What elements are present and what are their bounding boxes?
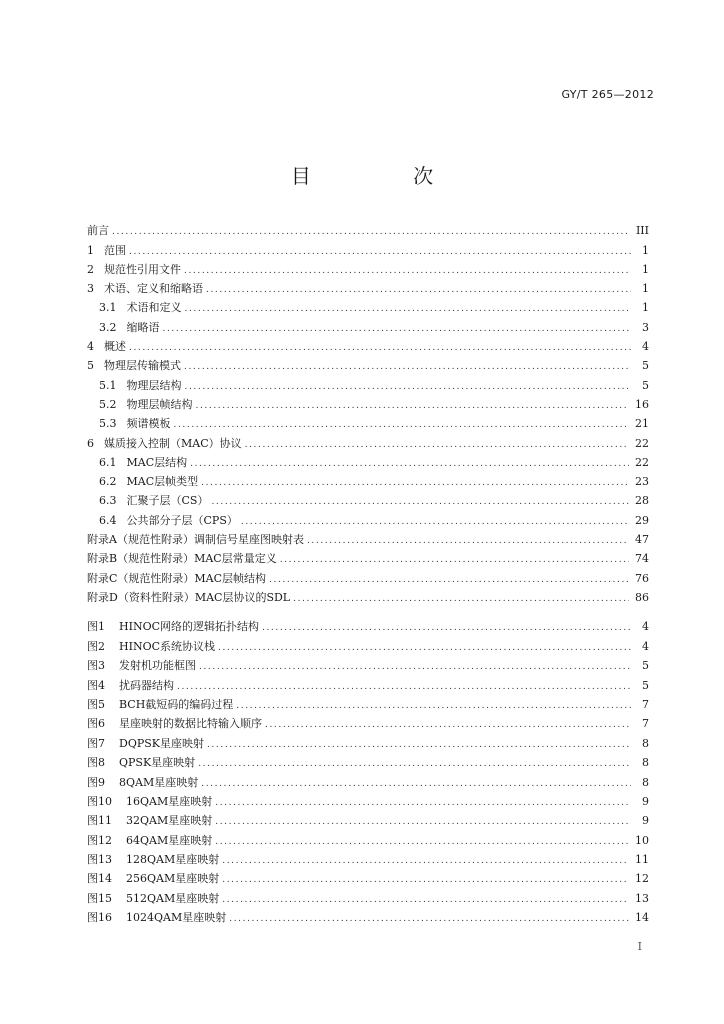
figure-entry-number: 图8: [87, 756, 105, 770]
figure-entry-page: 8: [642, 736, 649, 750]
figure-entry[interactable]: [87, 828, 649, 847]
figure-entry[interactable]: [87, 693, 649, 712]
figure-entry-number: 图6: [87, 717, 105, 731]
dot-leader: [307, 535, 629, 547]
dot-leader: [241, 516, 629, 528]
toc-entry[interactable]: [87, 373, 649, 392]
toc-entry-number: 2: [87, 262, 94, 276]
figure-entry[interactable]: [87, 886, 649, 905]
figure-entry-number: 图11: [87, 814, 112, 828]
toc-entry-number: 5: [87, 359, 94, 373]
figure-entry-page: 8: [642, 775, 649, 789]
figure-entry-title: 128QAM星座映射: [126, 853, 220, 867]
toc-entry-number: 4: [87, 340, 94, 354]
figure-entry-page: 14: [635, 911, 649, 925]
toc-entry-number: 3.2: [99, 320, 117, 334]
dot-leader: [201, 778, 631, 790]
figure-entry[interactable]: [87, 809, 649, 828]
toc-entry[interactable]: [87, 412, 649, 431]
dot-leader: [215, 836, 629, 848]
figure-entry-page: 10: [635, 833, 649, 847]
dot-leader: [163, 323, 632, 335]
figure-entry-title: 1024QAM星座映射: [126, 911, 227, 925]
toc-entry-title: 规范性引用文件: [104, 262, 181, 276]
toc-entry-title: 概述: [104, 340, 126, 354]
figure-entry-page: 5: [642, 659, 649, 673]
figure-entry-title: 512QAM星座映射: [126, 891, 220, 905]
figure-entry[interactable]: [87, 751, 649, 770]
toc-entry-page: 1: [642, 243, 649, 257]
figure-entry-title: 32QAM星座映射: [126, 814, 213, 828]
dot-leader: [185, 303, 632, 315]
toc-entry[interactable]: [87, 547, 649, 566]
toc-entry-page: 3: [642, 320, 649, 334]
toc-entry-page: 4: [642, 340, 649, 354]
figure-entry-number: 图4: [87, 678, 105, 692]
figure-entry[interactable]: [87, 906, 649, 925]
dot-leader: [207, 739, 631, 751]
figure-entry-title: HINOC系统协议栈: [119, 639, 215, 653]
figure-entry-title: QPSK星座映射: [119, 756, 196, 770]
standard-code: GY/T 265—2012: [561, 88, 654, 101]
figure-entry-number: 图10: [87, 794, 112, 808]
dot-leader: [196, 400, 630, 412]
toc-entry-title: 公共部分子层（CPS）: [126, 513, 238, 527]
toc-entry[interactable]: [87, 315, 649, 334]
figure-entry-number: 图9: [87, 775, 105, 789]
figure-entry-title: 星座映射的数据比特输入顺序: [119, 717, 262, 731]
dot-leader: [280, 554, 629, 566]
toc-entry-title: 附录C（规范性附录）MAC层帧结构: [87, 571, 267, 585]
figure-entry-title: 16QAM星座映射: [126, 794, 213, 808]
toc-entry-page: 28: [635, 494, 649, 508]
dot-leader: [201, 477, 629, 489]
figure-entry[interactable]: [87, 673, 649, 692]
dot-leader: [184, 265, 631, 277]
toc-entry[interactable]: [87, 354, 649, 373]
figure-entry-number: 图1: [87, 620, 105, 634]
figure-entry-title: BCH截短码的编码过程: [119, 697, 234, 711]
toc-entry-title: 缩略语: [126, 320, 160, 334]
figure-entry-number: 图13: [87, 853, 112, 867]
toc-entry-page: 76: [635, 571, 649, 585]
toc-entry[interactable]: [87, 277, 649, 296]
toc-entry-number: 5.2: [99, 397, 117, 411]
figure-entry[interactable]: [87, 867, 649, 886]
toc-entry-title: 术语、定义和缩略语: [104, 282, 203, 296]
figure-entry-title: 扰码器结构: [119, 678, 174, 692]
figure-entry-title: HINOC网络的逻辑拓扑结构: [119, 620, 259, 634]
toc-entry-title: 范围: [104, 243, 126, 257]
toc-entry-number: 3.1: [99, 301, 117, 315]
dot-leader: [222, 894, 629, 906]
toc-entry[interactable]: [87, 335, 649, 354]
dot-leader: [215, 816, 631, 828]
toc-entry-page: 5: [642, 359, 649, 373]
toc-entry-page: 21: [635, 417, 649, 431]
toc-entry-number: 1: [87, 243, 94, 257]
toc-entry-page: 5: [642, 378, 649, 392]
toc-entry-page: 23: [635, 475, 649, 489]
toc-entry-title: 物理层传输模式: [104, 359, 181, 373]
toc-entry-number: 5.3: [99, 417, 117, 431]
toc-entry-title: 前言: [87, 224, 109, 238]
toc-entry[interactable]: [87, 296, 649, 315]
figure-entry-number: 图16: [87, 911, 112, 925]
toc-entry-number: 5.1: [99, 378, 117, 392]
figure-entry-number: 图14: [87, 872, 112, 886]
toc-entry[interactable]: [87, 451, 649, 470]
dot-leader: [222, 874, 629, 886]
dot-leader: [245, 439, 629, 451]
figure-entry[interactable]: [87, 790, 649, 809]
figure-entry-page: 7: [642, 697, 649, 711]
dot-leader: [129, 342, 631, 354]
toc-entry-number: 6.3: [99, 494, 117, 508]
toc-entry-title: 频谱模板: [126, 417, 171, 431]
figure-entry-number: 图7: [87, 736, 105, 750]
toc-entry-title: 媒质接入控制（MAC）协议: [104, 436, 242, 450]
dot-leader: [129, 246, 631, 258]
dot-leader: [211, 496, 629, 508]
figure-entry-title: 8QAM星座映射: [119, 775, 199, 789]
dot-leader: [184, 361, 631, 373]
figure-entry-number: 图15: [87, 891, 112, 905]
toc-entry[interactable]: [87, 393, 649, 412]
toc-entry-page: 47: [635, 533, 649, 547]
dot-leader: [236, 700, 631, 712]
figure-entry[interactable]: [87, 770, 649, 789]
toc-entry-title: 汇聚子层（CS）: [126, 494, 209, 508]
toc-entry[interactable]: [87, 258, 649, 277]
toc-entry[interactable]: [87, 470, 649, 489]
figure-entry-page: 11: [635, 853, 649, 867]
toc-entry-page: 1: [642, 262, 649, 276]
dot-leader: [190, 458, 629, 470]
figure-entry[interactable]: [87, 712, 649, 731]
toc-entry-page: 86: [635, 590, 649, 604]
figure-entry[interactable]: [87, 731, 649, 750]
toc-entry-title: 附录D（资料性附录）MAC层协议的SDL: [87, 590, 291, 604]
figure-entry-title: 256QAM星座映射: [126, 872, 220, 886]
dot-leader: [262, 622, 631, 634]
figure-entry-title: 64QAM星座映射: [126, 833, 213, 847]
dot-leader: [177, 681, 631, 693]
figure-entry-page: 13: [635, 891, 649, 905]
dot-leader: [222, 855, 629, 867]
figure-entry-page: 12: [635, 872, 649, 886]
dot-leader: [199, 661, 631, 673]
figure-entry-page: 5: [642, 678, 649, 692]
figure-entry-page: 7: [642, 717, 649, 731]
toc-entry-page: 1: [642, 301, 649, 315]
dot-leader: [229, 913, 629, 925]
toc-entry[interactable]: [87, 238, 649, 257]
toc-entry-title: 术语和定义: [126, 301, 182, 315]
dot-leader: [215, 797, 631, 809]
toc-entry[interactable]: [87, 431, 649, 450]
dot-leader: [218, 642, 631, 654]
page-number: I: [637, 940, 642, 953]
toc-entry-title: 物理层帧结构: [126, 397, 193, 411]
toc-entry-title: 附录B（规范性附录）MAC层常量定义: [87, 552, 277, 566]
dot-leader: [185, 381, 632, 393]
toc-entry-page: 29: [635, 513, 649, 527]
dot-leader: [269, 574, 629, 586]
toc-entry-title: MAC层结构: [126, 455, 188, 469]
figure-entry-page: 8: [642, 756, 649, 770]
toc-entry-title: MAC层帧类型: [126, 475, 199, 489]
figure-entry-number: 图5: [87, 697, 105, 711]
figure-entry[interactable]: [87, 654, 649, 673]
toc-entry-number: 6.1: [99, 455, 117, 469]
toc-entry-page: 22: [635, 455, 649, 469]
dot-leader: [174, 419, 630, 431]
figure-entry-page: 9: [642, 814, 649, 828]
figure-entry[interactable]: [87, 848, 649, 867]
figure-entry-page: 4: [642, 620, 649, 634]
toc-entry-number: 3: [87, 282, 94, 296]
figure-entry-number: 图2: [87, 639, 105, 653]
figure-entry[interactable]: [87, 615, 649, 634]
toc-entry-number: 6.2: [99, 475, 117, 489]
toc-entry-page: 16: [635, 397, 649, 411]
toc-entry[interactable]: [87, 489, 649, 508]
page-title: 目 次: [290, 164, 482, 188]
figure-entry-title: 发射机功能框图: [119, 659, 196, 673]
toc-entry-number: 6: [87, 436, 94, 450]
toc-entry-number: 6.4: [99, 513, 117, 527]
dot-leader: [198, 758, 631, 770]
toc-entry[interactable]: [87, 508, 649, 527]
toc-entry[interactable]: [87, 586, 649, 605]
list-of-figures: [87, 615, 649, 925]
dot-leader: [265, 719, 631, 731]
toc-entry-title: 附录A（规范性附录）调制信号星座图映射表: [87, 533, 304, 547]
dot-leader: [206, 284, 631, 296]
toc-entry-page: 22: [635, 436, 649, 450]
table-of-contents: [87, 219, 649, 605]
figure-entry-page: 4: [642, 639, 649, 653]
figure-entry-number: 图12: [87, 833, 112, 847]
dot-leader: [293, 593, 629, 605]
toc-entry-page: III: [635, 224, 649, 238]
toc-entry-page: 1: [642, 282, 649, 296]
toc-entry[interactable]: [87, 219, 649, 238]
figure-entry[interactable]: [87, 634, 649, 653]
figure-entry-page: 9: [642, 794, 649, 808]
toc-entry-title: 物理层结构: [126, 378, 182, 392]
toc-entry[interactable]: [87, 566, 649, 585]
dot-leader: [112, 226, 630, 238]
figure-entry-title: DQPSK星座映射: [119, 736, 204, 750]
toc-entry-page: 74: [635, 552, 649, 566]
toc-entry[interactable]: [87, 528, 649, 547]
figure-entry-number: 图3: [87, 659, 105, 673]
